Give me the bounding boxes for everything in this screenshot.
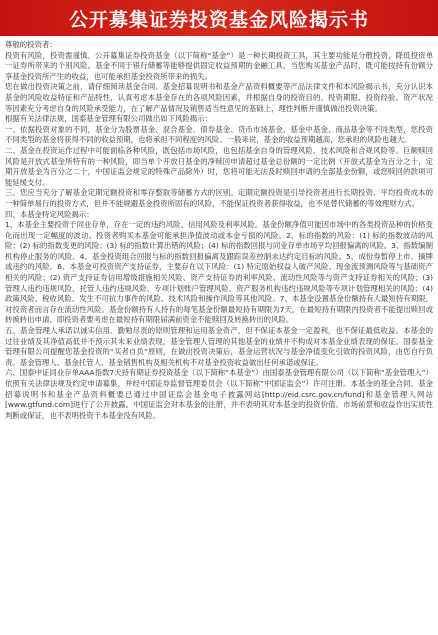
salutation: 尊敬的投资者： xyxy=(5,40,57,49)
section-4-heading: 四、本基金特定风险揭示： xyxy=(5,209,94,219)
decision-paragraph: 您在做出投资决策之前，请仔细阅读基金合同、基金招募说明书和基金产品资料概要等产品法律文件和本风险揭示书，充分认识本基金的风险收益特征和产品特性，认真考虑本基金存在的各项风险因素，并根据自身的投资目的、投资期限、投资经验、资产状况等因素充分考虑自身的风险承受能力，在了解产品情况及销售适当性意见的基础上，理性判断并谨慎做出投资决策。 xyxy=(5,82,433,113)
section-6: 六、国泰中证同业存单AAA指数7天持有期证券投资基金（以下简称“本基金”）由国泰基金管理有限公司（以下简称“基金管理人”）依照有关法律法规及约定申请募集，并经中国证券监督管理委员会（以下简称“中国证监会”）许可注册。本基金的基金合同、基金招募说明书和基金产品资料概要已通过中国证监会基金电子披露网站[http://eid.csrc.gov.cn/fund]和基金管理人网站[www.gtfund.com]进行了公开披露。中国证监会对本基金的注册，并不表明其对本基金的投资价值、市场前景和收益作出实质性判断或保证，也不表明投资于本基金没有风险。 xyxy=(5,368,433,420)
section-3: 三、您应当充分了解基金定期定额投资和零存整取等储蓄方式的区别。定期定额投资是引导投资者进行长期投资、平均投资成本的一种简单易行的投资方式，但并不能规避基金投资所固有的风险，不能保证投资者获得收益，也不是替代储蓄的等效理财方式。 xyxy=(5,188,433,208)
disclosure-lead: 根据有关法律法规，国泰基金管理有限公司做出如下风险揭示： xyxy=(5,114,212,124)
section-2: 二、基金在投资运作过程中可能面临各种风险，既包括市场风险，也包括基金自身的管理风险、技术风险和合规风险等。巨额赎回风险是开放式基金所特有的一种风险，即当单个开放日基金的净赎回申请超过基金总份额的一定比例（开放式基金为百分之十，定期开放基金为百分之二十，中国证监会规定的特殊产品除外）时，您将可能无法及时赎回申请的全部基金份额，或您赎回的款项可能延缓支付。 xyxy=(5,145,433,187)
section-4-body: 1、本基金主要投资于同业存单，存在一定的违约风险、信用风险及利率风险。基金份额净值可能因市场中的各类投资品种的价格变化而出现一定幅度的波动。投资者购买本基金可能承担净值波动或本金亏损的风险。2、标的指数的风险：(1) 标的指数波动的风险；(2) 标的指数变更的风险；(3) 标的指数计算出错的风险；(4) 标的指数回报与同业存单市场平均回报偏离的风险。3、指数编制机构停止服务的风险。4、基金投资组合回报与标的指数回报偏离及跟踪误差控制未达约定目标的风险。5、成份券暂停上市、摘牌或违约的风险。6、本基金可投资资产支持证券，主要存在以下风险：(1) 特定原始权益人破产风险、现金流预测风险等与基础资产相关的风险；(2) 资产支持证券信用增级措施相关风险、资产支持证券的利率风险、流动性风险等与资产支持证券相关的风险；(3) 管理人违约违规风险、托管人违约违规风险、专项计划账户管理风险、资产服务机构违约违规风险等专项计划管理相关的风险；(4) 政策风险、税收风险、发生不可抗力事件的风险、技术风险和操作风险等其他风险。7、本基金设置基金份额持有人最短持有期限，对投资者而言存在流动性风险。基金份额持有人持有的每笔基金份额最短持有期限为7天，在最短持有期限内投资者不能提出赎回或转换转出申请。即投资者要考虑在最短持有期限届满前资金不能赎回及转换转出的风险。 xyxy=(5,220,433,325)
intro-paragraph: 投资有风险，投资需谨慎。公开募集证券投资基金（以下简称“基金”）是一种长期投资工具，其主要功能是分散投资，降低投资单一证券所带来的个别风险。基金不同于银行储蓄等能够提供固定收益预期的金融工具，当您购买基金产品时，既可能按持有份额分享基金投资所产生的收益，也可能承担基金投资所带来的损失。 xyxy=(5,50,433,81)
title-banner xyxy=(0,0,438,36)
disclosure-body xyxy=(5,40,433,421)
section-1: 一、依据投资对象的不同，基金分为股票基金、混合基金、债券基金、货币市场基金、基金中基金、商品基金等不同类型，您投资不同类型的基金将获得不同的收益预期，也将承担不同程度的风险。一般来说，基金的收益预期越高，您承担的风险也越大。 xyxy=(5,124,433,145)
page-title: 公开募集证券投资基金风险揭示书 xyxy=(68,8,369,31)
section-5: 五、基金管理人承诺以诚实信用、勤勉尽责的原则管理和运用基金资产，但不保证本基金一定盈利，也不保证最低收益。本基金的过往业绩及其净值高低并不预示其未来业绩表现，基金管理人管理的其他基金的业绩并不构成对本基金业绩表现的保证。国泰基金管理有限公司提醒您基金投资的“买者自负”原则，在做出投资决策后，基金运营状况与基金净值变化引致的投资风险，由您自行负责。基金管理人、基金托管人、基金销售机构及相关机构不对基金投资收益做出任何承诺或保证。 xyxy=(5,326,433,367)
